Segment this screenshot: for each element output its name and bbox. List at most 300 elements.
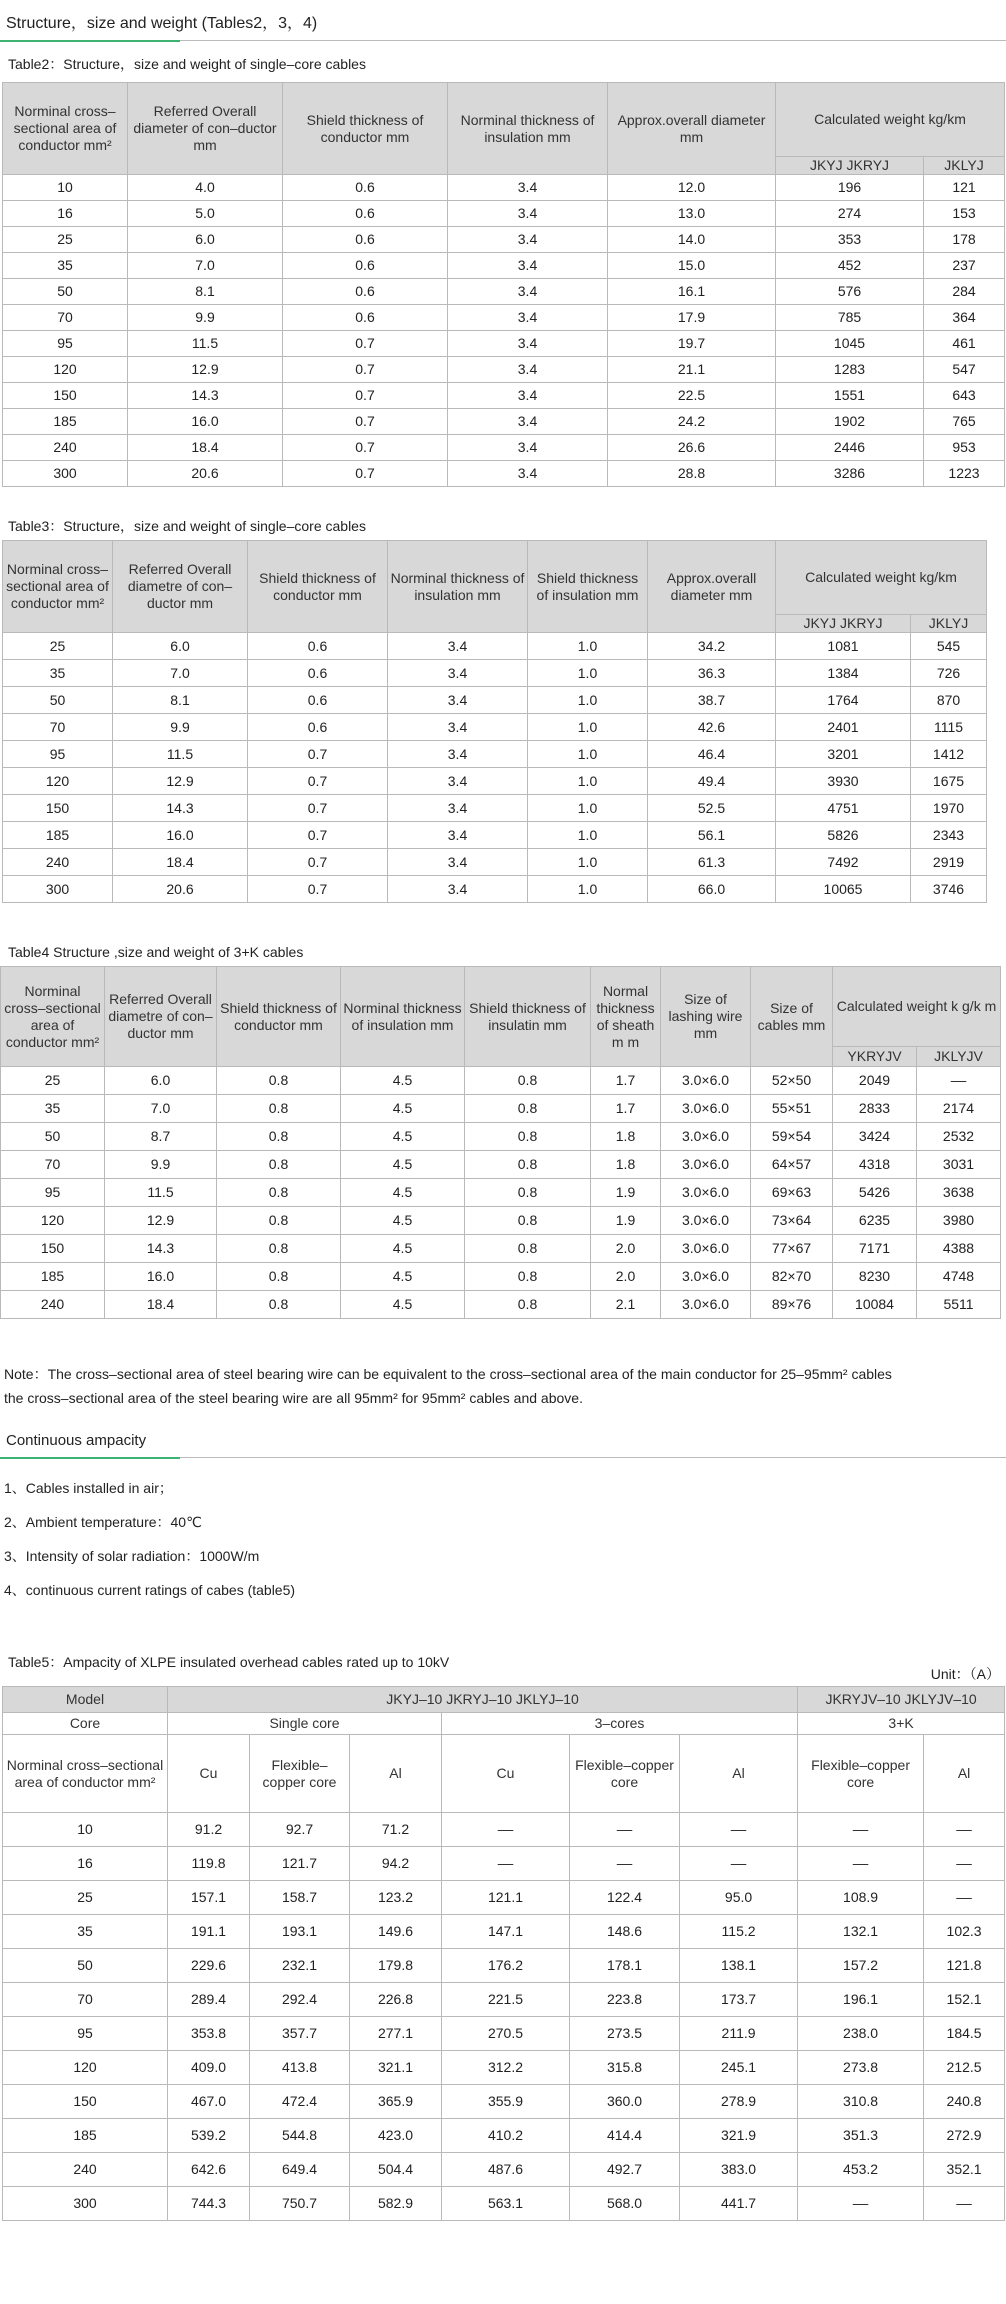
table-cell: 123.2 — [350, 1881, 442, 1915]
table-cell: 300 — [3, 876, 113, 903]
table-cell: 7.0 — [113, 660, 248, 687]
table-cell: 178 — [924, 227, 1005, 253]
table-row — [3, 2187, 1005, 2221]
header-area: Norminal cross–sectional area of conductor mm² — [3, 541, 113, 633]
table-cell: 26.6 — [608, 435, 776, 461]
table-cell: 115.2 — [680, 1915, 798, 1949]
table-cell: 3930 — [776, 768, 911, 795]
table-cell: 3424 — [833, 1123, 917, 1151]
table-cell: 196.1 — [798, 1983, 924, 2017]
table-cell: 150 — [3, 2085, 168, 2119]
table-cell: 1.9 — [591, 1207, 661, 1235]
table-cell: 0.7 — [248, 822, 388, 849]
table-cell: 272.9 — [924, 2119, 1005, 2153]
table-cell: 4.5 — [341, 1151, 465, 1179]
table-row — [1, 1207, 1001, 1235]
table-row — [3, 201, 1005, 227]
table-cell: 3.4 — [388, 741, 528, 768]
table-cell: 0.6 — [248, 660, 388, 687]
header-overall: Approx.overall diameter mm — [648, 541, 776, 633]
table-cell: 10065 — [776, 876, 911, 903]
table-cell: 14.0 — [608, 227, 776, 253]
table-row — [3, 1915, 1005, 1949]
table-row — [1, 1263, 1001, 1291]
table-cell: 35 — [3, 1915, 168, 1949]
table-cell: 240 — [3, 2153, 168, 2187]
section-title-ampacity: Continuous ampacity — [6, 1432, 147, 1449]
table-cell: 0.7 — [248, 876, 388, 903]
table-cell: 191.1 — [168, 1915, 250, 1949]
table-cell: 19.7 — [608, 331, 776, 357]
table-cell: 64×57 — [751, 1151, 833, 1179]
header-shield-insulation: Shield thickness of insulatin mm — [465, 967, 591, 1067]
table-cell: 229.6 — [168, 1949, 250, 1983]
note — [4, 1362, 1004, 1410]
table-row — [3, 357, 1005, 383]
table-cell: 0.8 — [217, 1151, 341, 1179]
table-cell: 2343 — [911, 822, 987, 849]
table-cell: 121 — [924, 175, 1005, 201]
subheader-ykryjv: YKRYJV — [833, 1047, 917, 1067]
table-cell: 28.8 — [608, 461, 776, 487]
table-cell: 16.0 — [128, 409, 283, 435]
table-cell: 70 — [3, 1983, 168, 2017]
table-cell: 0.6 — [283, 279, 448, 305]
header-cu: Cu — [442, 1735, 570, 1813]
table-cell: 12.9 — [105, 1207, 217, 1235]
table-cell: 3.0×6.0 — [661, 1263, 751, 1291]
table-row — [3, 1949, 1005, 1983]
unit-label: Unit：（A） — [930, 1666, 1000, 1682]
table-cell: 3.4 — [388, 768, 528, 795]
table-cell: –– — [924, 2187, 1005, 2221]
table-cell: 0.7 — [283, 331, 448, 357]
subheader-jklyjv: JKLYJV — [917, 1047, 1001, 1067]
table-cell: 3746 — [911, 876, 987, 903]
table-cell: 0.8 — [217, 1095, 341, 1123]
table-cell: 413.8 — [250, 2051, 350, 2085]
table-cell: 3.0×6.0 — [661, 1207, 751, 1235]
table-cell: 0.8 — [465, 1067, 591, 1095]
header-size: Size of cables mm — [751, 967, 833, 1067]
table-row — [3, 768, 987, 795]
table-cell: 61.3 — [648, 849, 776, 876]
table-cell: 0.7 — [248, 768, 388, 795]
table-cell: 12.9 — [128, 357, 283, 383]
table-cell: 179.8 — [350, 1949, 442, 1983]
table-cell: 4751 — [776, 795, 911, 822]
table-cell: 1.0 — [528, 768, 648, 795]
table-cell: 0.8 — [465, 1095, 591, 1123]
table-cell: 138.1 — [680, 1949, 798, 1983]
table-cell: 185 — [3, 2119, 168, 2153]
table-cell: 21.1 — [608, 357, 776, 383]
table-row — [3, 822, 987, 849]
table-cell: 221.5 — [442, 1983, 570, 2017]
table-cell: 121.1 — [442, 1881, 570, 1915]
table-cell: 0.7 — [283, 383, 448, 409]
table-cell: 185 — [1, 1263, 105, 1291]
table-cell: 351.3 — [798, 2119, 924, 2153]
table-cell: 1.0 — [528, 714, 648, 741]
table-row — [3, 279, 1005, 305]
table-cell: 3.4 — [448, 305, 608, 331]
table-cell: 726 — [911, 660, 987, 687]
table-row — [3, 1983, 1005, 2017]
table-cell: 487.6 — [442, 2153, 570, 2187]
table-cell: 3.4 — [388, 660, 528, 687]
table-cell: 3.4 — [448, 461, 608, 487]
table-cell: 95 — [3, 331, 128, 357]
table-cell: 7.0 — [105, 1095, 217, 1123]
table-cell: 3.4 — [448, 279, 608, 305]
table-cell: 310.8 — [798, 2085, 924, 2119]
table-cell: 576 — [776, 279, 924, 305]
list-item: 4、continuous current ratings of cabes (table5) — [4, 1582, 296, 1598]
table-cell: 0.7 — [283, 461, 448, 487]
model-jkyj: JKYJ–10 JKRYJ–10 JKLYJ–10 — [168, 1687, 798, 1713]
table-cell: 5.0 — [128, 201, 283, 227]
table-cell: 4.5 — [341, 1291, 465, 1319]
table-cell: 355.9 — [442, 2085, 570, 2119]
header-insulation: Norminal thickness of insulation mm — [448, 83, 608, 175]
table-cell: 212.5 — [924, 2051, 1005, 2085]
subheader-jklyj: JKLYJ — [911, 615, 987, 633]
table-cell: 0.6 — [283, 175, 448, 201]
table-cell: 120 — [3, 357, 128, 383]
table-cell: 20.6 — [128, 461, 283, 487]
table-cell: 70 — [3, 714, 113, 741]
table-row — [3, 409, 1005, 435]
table-row — [1, 1151, 1001, 1179]
table-cell: 1045 — [776, 331, 924, 357]
table-cell: 8.7 — [105, 1123, 217, 1151]
table-cell: 0.6 — [283, 253, 448, 279]
table-cell: 10 — [3, 1813, 168, 1847]
header-diameter: Referred Overall diametre of con–ductor mm — [105, 967, 217, 1067]
header-flex: Flexible–copper core — [798, 1735, 924, 1813]
table-cell: 173.7 — [680, 1983, 798, 2017]
table-cell: 1.0 — [528, 687, 648, 714]
table-cell: 0.8 — [465, 1207, 591, 1235]
table-cell: 7171 — [833, 1235, 917, 1263]
table-cell: 95 — [3, 2017, 168, 2051]
table-cell: 423.0 — [350, 2119, 442, 2153]
table-cell: 1.0 — [528, 876, 648, 903]
table-cell: 3.0×6.0 — [661, 1291, 751, 1319]
table-cell: 5826 — [776, 822, 911, 849]
table-cell: 11.5 — [128, 331, 283, 357]
table-cell: 25 — [3, 1881, 168, 1915]
table-cell: 0.7 — [283, 357, 448, 383]
table-cell: 1081 — [776, 633, 911, 660]
table-cell: 14.3 — [128, 383, 283, 409]
table-cell: 4.5 — [341, 1123, 465, 1151]
table-cell: 38.7 — [648, 687, 776, 714]
table-cell: 0.8 — [217, 1067, 341, 1095]
table-cell: 3.4 — [388, 687, 528, 714]
table-cell: 15.0 — [608, 253, 776, 279]
table-cell: 178.1 — [570, 1949, 680, 1983]
table-cell: 3031 — [917, 1151, 1001, 1179]
table-cell: 122.4 — [570, 1881, 680, 1915]
table-cell: –– — [924, 1813, 1005, 1847]
table-cell: 71.2 — [350, 1813, 442, 1847]
table-row — [3, 435, 1005, 461]
header-shield: Shield thickness of conductor mm — [283, 83, 448, 175]
table-cell: 545 — [911, 633, 987, 660]
table-cell: 1.0 — [528, 849, 648, 876]
table-cell: 102.3 — [924, 1915, 1005, 1949]
table-cell: 10 — [3, 175, 128, 201]
table-cell: 14.3 — [105, 1235, 217, 1263]
table-cell: 273.8 — [798, 2051, 924, 2085]
table-cell: 176.2 — [442, 1949, 570, 1983]
model-jkryjv: JKRYJV–10 JKLYJV–10 — [798, 1687, 1005, 1713]
table-cell: 1.0 — [528, 660, 648, 687]
table-row — [3, 175, 1005, 201]
table-cell: –– — [442, 1813, 570, 1847]
table-cell: 35 — [3, 660, 113, 687]
table-cell: 3.4 — [448, 201, 608, 227]
table-cell: 184.5 — [924, 2017, 1005, 2051]
table-cell: 4.5 — [341, 1067, 465, 1095]
table-cell: 2833 — [833, 1095, 917, 1123]
table-row — [3, 1813, 1005, 1847]
table-cell: 744.3 — [168, 2187, 250, 2221]
table-cell: 3.4 — [448, 253, 608, 279]
table-cell: 14.3 — [113, 795, 248, 822]
header-weight: Calculated weight kg/km — [776, 83, 1005, 157]
table-cell: 9.9 — [128, 305, 283, 331]
table-row — [3, 714, 987, 741]
table-cell: 414.4 — [570, 2119, 680, 2153]
table-cell: 352.1 — [924, 2153, 1005, 2187]
table-cell: 3638 — [917, 1179, 1001, 1207]
table-cell: 953 — [924, 435, 1005, 461]
table-cell: 16 — [3, 201, 128, 227]
table5-caption: Table5：Ampacity of XLPE insulated overhead cables rated up to 10kV — [8, 1654, 450, 1670]
table-cell: 94.2 — [350, 1847, 442, 1881]
table2-caption: Table2：Structure，size and weight of single–core cables — [8, 56, 366, 72]
table-cell: 750.7 — [250, 2187, 350, 2221]
table-cell: 158.7 — [250, 1881, 350, 1915]
table-cell: 9.9 — [105, 1151, 217, 1179]
table-cell: 12.0 — [608, 175, 776, 201]
table-row — [1, 1095, 1001, 1123]
table-cell: 150 — [3, 795, 113, 822]
table-cell: –– — [798, 1847, 924, 1881]
table-cell: 0.7 — [248, 849, 388, 876]
table-cell: 16 — [3, 1847, 168, 1881]
table-cell: 441.7 — [680, 2187, 798, 2221]
table-row — [1, 1235, 1001, 1263]
section-accent — [0, 40, 180, 42]
table4-body — [1, 1067, 1001, 1319]
table-row — [3, 2085, 1005, 2119]
table-cell: 8.1 — [113, 687, 248, 714]
header-weight: Calculated weight kg/km — [776, 541, 987, 615]
table-cell: 24.2 — [608, 409, 776, 435]
table-cell: –– — [798, 1813, 924, 1847]
table-cell: 3.4 — [448, 227, 608, 253]
table-cell: 4388 — [917, 1235, 1001, 1263]
table-cell: 6.0 — [128, 227, 283, 253]
table-cell: 238.0 — [798, 2017, 924, 2051]
table-cell: 0.6 — [283, 201, 448, 227]
table-cell: 563.1 — [442, 2187, 570, 2221]
table-row — [3, 305, 1005, 331]
header-cu: Cu — [168, 1735, 250, 1813]
table-cell: 3.4 — [388, 714, 528, 741]
table-cell: 321.9 — [680, 2119, 798, 2153]
table-cell: –– — [680, 1847, 798, 1881]
table-cell: 121.7 — [250, 1847, 350, 1881]
table4 — [0, 966, 1001, 1319]
table-cell: 3.0×6.0 — [661, 1151, 751, 1179]
table-cell: 3.4 — [388, 822, 528, 849]
table-cell: 0.8 — [217, 1179, 341, 1207]
table-cell: 0.8 — [217, 1291, 341, 1319]
table3-body — [3, 633, 987, 903]
table-cell: 18.4 — [128, 435, 283, 461]
table-cell: 50 — [1, 1123, 105, 1151]
table2 — [2, 82, 1005, 487]
table-cell: 56.1 — [648, 822, 776, 849]
table-cell: 16.1 — [608, 279, 776, 305]
table-cell: 16.0 — [105, 1263, 217, 1291]
table-cell: 300 — [3, 2187, 168, 2221]
table-cell: 0.8 — [217, 1235, 341, 1263]
table-cell: 8.1 — [128, 279, 283, 305]
table-cell: 0.8 — [217, 1123, 341, 1151]
table-cell: 55×51 — [751, 1095, 833, 1123]
table-cell: 152.1 — [924, 1983, 1005, 2017]
header-area: Norminal cross–sectional area of conductor mm² — [3, 83, 128, 175]
table-cell: 77×67 — [751, 1235, 833, 1263]
table-cell: 82×70 — [751, 1263, 833, 1291]
table-cell: 157.1 — [168, 1881, 250, 1915]
header-flex: Flexible–copper core — [250, 1735, 350, 1813]
header-insulation: Norminal thickness of insulation mm — [388, 541, 528, 633]
table-row — [1, 1179, 1001, 1207]
table-cell: 3286 — [776, 461, 924, 487]
header-overall: Approx.overall diameter mm — [608, 83, 776, 175]
table-row — [1, 1291, 1001, 1319]
table-row — [3, 2051, 1005, 2085]
table-cell: 3.4 — [448, 435, 608, 461]
table-cell: 1115 — [911, 714, 987, 741]
table-cell: 4318 — [833, 1151, 917, 1179]
table5-body — [3, 1813, 1005, 2221]
table-cell: 785 — [776, 305, 924, 331]
table-cell: 237 — [924, 253, 1005, 279]
table-cell: 0.8 — [465, 1151, 591, 1179]
header-al: Al — [350, 1735, 442, 1813]
table-cell: 20.6 — [113, 876, 248, 903]
table-cell: 3.0×6.0 — [661, 1067, 751, 1095]
table-cell: 10084 — [833, 1291, 917, 1319]
header-al: Al — [680, 1735, 798, 1813]
table-cell: 4.5 — [341, 1263, 465, 1291]
table-cell: 120 — [3, 2051, 168, 2085]
table-cell: 3.0×6.0 — [661, 1123, 751, 1151]
note-line-1: Note：The cross–sectional area of steel bearing wire can be equivalent to the cross–sectional area of the main conductor for 25–95mm² cables — [4, 1366, 892, 1382]
table-cell: 3.4 — [448, 175, 608, 201]
table-cell: 504.4 — [350, 2153, 442, 2187]
table-cell: 3980 — [917, 1207, 1001, 1235]
table-cell: 1384 — [776, 660, 911, 687]
table-cell: –– — [917, 1067, 1001, 1095]
table-cell: 36.3 — [648, 660, 776, 687]
model-label: Model — [3, 1687, 168, 1713]
header-sheath: Normal thickness of sheath m m — [591, 967, 661, 1067]
table-cell: 157.2 — [798, 1949, 924, 1983]
table-cell: 642.6 — [168, 2153, 250, 2187]
table-cell: 360.0 — [570, 2085, 680, 2119]
table-cell: 9.9 — [113, 714, 248, 741]
table-cell: –– — [570, 1847, 680, 1881]
table-row — [3, 687, 987, 714]
table-cell: 11.5 — [105, 1179, 217, 1207]
table-cell: 8230 — [833, 1263, 917, 1291]
table-cell: 34.2 — [648, 633, 776, 660]
table-cell: 5426 — [833, 1179, 917, 1207]
table-row — [3, 876, 987, 903]
table-cell: –– — [442, 1847, 570, 1881]
table-cell: 582.9 — [350, 2187, 442, 2221]
table-cell: 410.2 — [442, 2119, 570, 2153]
table-row — [3, 660, 987, 687]
table-cell: 1412 — [911, 741, 987, 768]
table-cell: 120 — [3, 768, 113, 795]
table-cell: 50 — [3, 279, 128, 305]
table-cell: 1.7 — [591, 1067, 661, 1095]
table-cell: 273.5 — [570, 2017, 680, 2051]
table-cell: 643 — [924, 383, 1005, 409]
table-cell: 365.9 — [350, 2085, 442, 2119]
table-cell: 240.8 — [924, 2085, 1005, 2119]
core-single: Single core — [168, 1713, 442, 1735]
table-cell: –– — [924, 1847, 1005, 1881]
table-cell: 89×76 — [751, 1291, 833, 1319]
table-cell: 52.5 — [648, 795, 776, 822]
table-row — [3, 633, 987, 660]
table-cell: 0.6 — [248, 687, 388, 714]
table-cell: 357.7 — [250, 2017, 350, 2051]
header-area: Norminal cross–sectional area of conductor mm² — [3, 1735, 168, 1813]
section-title-structure: Structure，size and weight (Tables2，3，4) — [6, 15, 318, 32]
table-cell: 300 — [3, 461, 128, 487]
table-cell: 2919 — [911, 849, 987, 876]
table-cell: 13.0 — [608, 201, 776, 227]
table-cell: 240 — [1, 1291, 105, 1319]
table-cell: 35 — [1, 1095, 105, 1123]
table-cell: 95 — [3, 741, 113, 768]
table-cell: 12.9 — [113, 768, 248, 795]
table-cell: 17.9 — [608, 305, 776, 331]
table-cell: 467.0 — [168, 2085, 250, 2119]
table-cell: 0.7 — [248, 795, 388, 822]
table-cell: 765 — [924, 409, 1005, 435]
table-cell: 0.8 — [217, 1207, 341, 1235]
table-cell: 0.6 — [283, 227, 448, 253]
table-cell: 453.2 — [798, 2153, 924, 2187]
table-cell: 50 — [3, 1949, 168, 1983]
table-row — [3, 253, 1005, 279]
header-shield: Shield thickness of conductor mm — [217, 967, 341, 1067]
table-cell: 95.0 — [680, 1881, 798, 1915]
